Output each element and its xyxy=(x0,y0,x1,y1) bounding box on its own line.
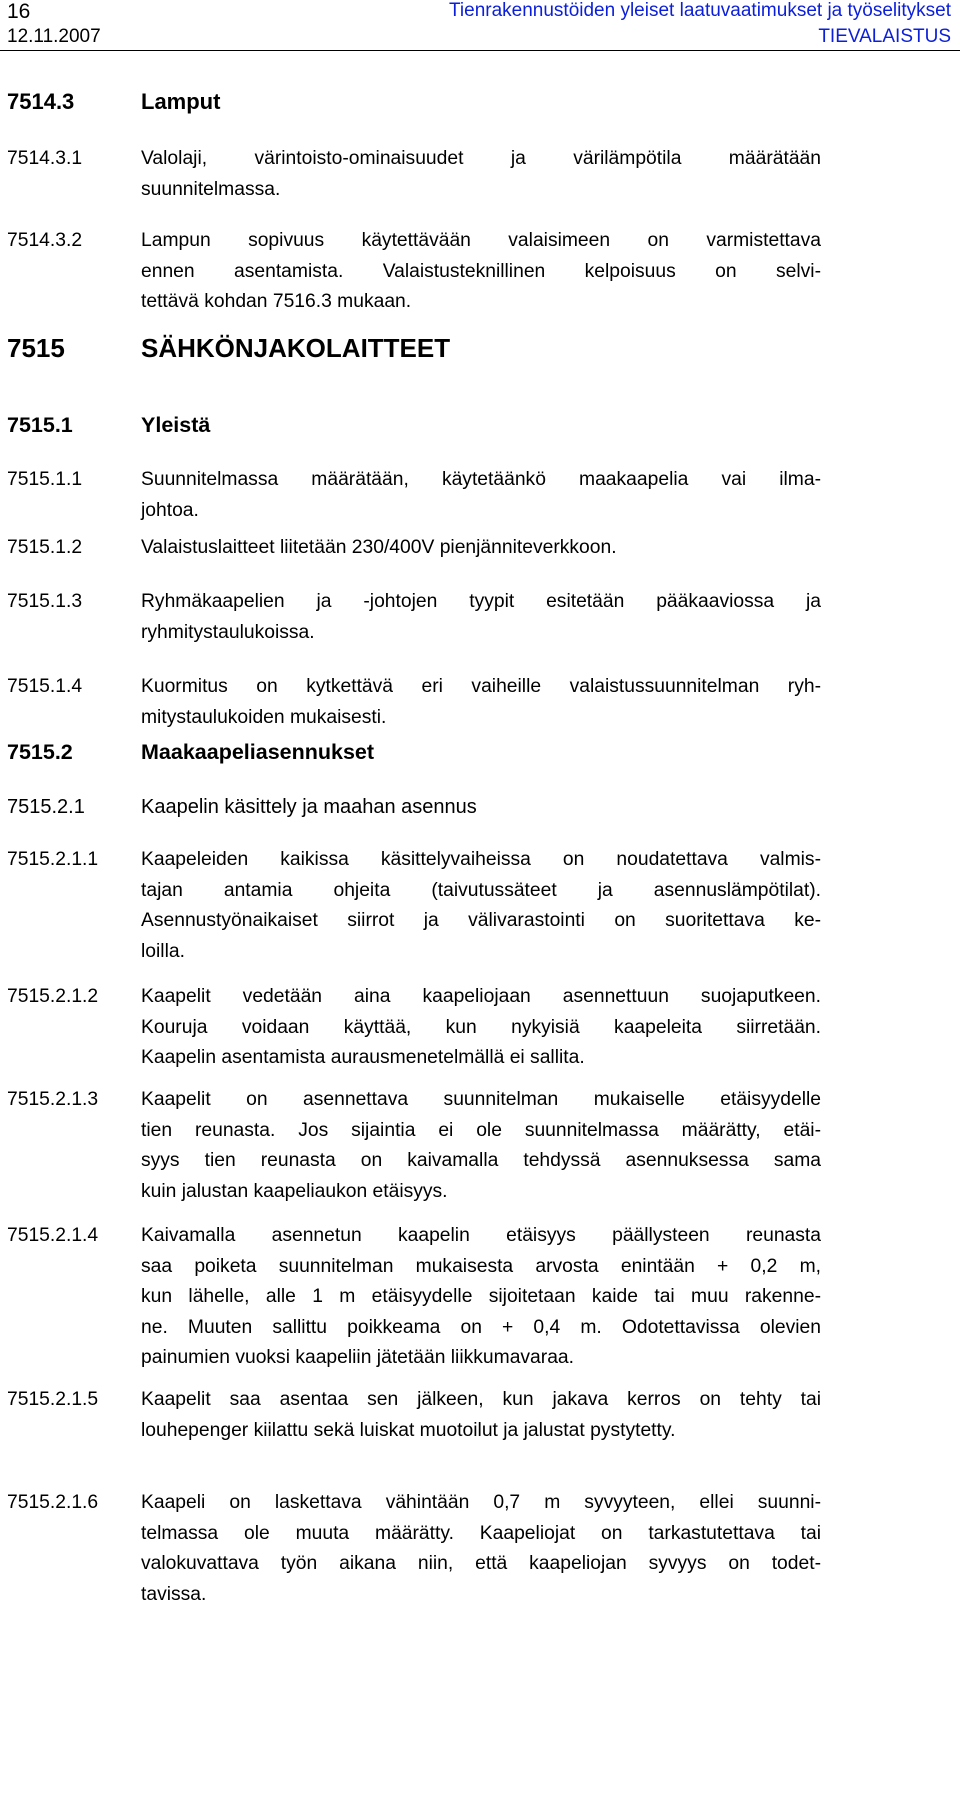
text-line: Asennustyönaikaiset siirrot ja välivarastointi on suoritettava ke- xyxy=(141,910,821,931)
text-line: SÄHKÖNJAKOLAITTEET xyxy=(141,333,451,363)
section-text xyxy=(141,1488,821,1610)
section-number: 7515.1 xyxy=(7,413,73,437)
text-line: syys tien reunasta on kaivamalla tehdyssä asennuksessa sama xyxy=(141,1150,821,1171)
section-heading xyxy=(141,411,821,439)
section-number: 7515.2.1.5 xyxy=(7,1389,99,1410)
section-text xyxy=(141,226,821,318)
text-line: ryhmitystaulukoissa. xyxy=(141,621,315,643)
section-number: 7515.2 xyxy=(7,740,73,764)
section-number: 7514.3.2 xyxy=(7,230,83,251)
header-divider xyxy=(0,50,960,51)
text-line: Kaapelit saa asentaa sen jälkeen, kun jakava kerros on tehty tai xyxy=(141,1389,821,1410)
section-number: 7515.2.1 xyxy=(7,796,85,818)
section-text xyxy=(141,1221,821,1374)
text-line: telmassa ole muuta määrätty. Kaapeliojat on tarkastutettava tai xyxy=(141,1522,821,1544)
text-line: johtoa. xyxy=(141,499,199,521)
section-number: 7514.3 xyxy=(7,89,75,114)
section-number: 7515.2.1.1 xyxy=(7,849,99,870)
text-line: loilla. xyxy=(141,940,185,962)
text-line: Ryhmäkaapelien ja -johtojen tyypit esitetään pääkaaviossa ja xyxy=(141,591,821,612)
text-line: tettävä kohdan 7516.3 mukaan. xyxy=(141,291,412,312)
text-line: tajan antamia ohjeita (taivutussäteet ja asennuslämpötilat). xyxy=(141,879,821,901)
section-text xyxy=(141,845,821,967)
section-heading xyxy=(141,793,821,821)
section-number: 7515.1.3 xyxy=(7,591,83,612)
section-name: TIEVALAISTUS xyxy=(818,26,951,47)
text-line: painumien vuoksi kaapeliin jätetään liikkumavaraa. xyxy=(141,1347,574,1368)
text-line: Kaapelit on asennettava suunnitelman mukaiselle etäisyydelle xyxy=(141,1089,821,1110)
section-text xyxy=(141,1085,821,1207)
section-text xyxy=(141,465,821,526)
section-number: 7515.2.1.4 xyxy=(7,1225,99,1246)
text-line: tien reunasta. Jos sijaintia ei ole suunnitelmassa määrätty, etäi- xyxy=(141,1119,821,1141)
section-heading xyxy=(141,333,821,363)
section-text xyxy=(141,533,821,564)
text-line: Lampun sopivuus käytettävään valaisimeen on varmistettava xyxy=(141,230,821,251)
text-line: Kouruja voidaan käyttää, kun nykyisiä kaapeleita siirretään. xyxy=(141,1016,821,1038)
text-line: louhepenger kiilattu sekä luiskat muotoilut ja jalustat pystytetty. xyxy=(141,1419,676,1441)
text-line: Valaistuslaitteet liitetään 230/400V pienjänniteverkkoon. xyxy=(141,537,617,558)
text-line: Yleistä xyxy=(141,413,211,437)
text-line: Kaapeleiden kaikissa käsittelyvaiheissa on noudatettava valmis- xyxy=(141,849,821,870)
section-number: 7515 xyxy=(7,333,65,363)
section-text xyxy=(141,1385,821,1446)
text-line: kun lähelle, alle 1 m etäisyydelle sijoitetaan kaide tai muu rakenne- xyxy=(141,1286,821,1307)
text-line: Kaapelin käsittely ja maahan asennus xyxy=(141,796,477,818)
section-number: 7515.1.2 xyxy=(7,537,83,558)
text-line: Suunnitelmassa määrätään, käytetäänkö maakaapelia vai ilma- xyxy=(141,469,821,490)
text-line: valokuvattava työn aikana niin, että kaapeliojan syvyys on todet- xyxy=(141,1553,821,1574)
text-line: Kaapelin asentamista aurausmenetelmällä ei sallita. xyxy=(141,1047,585,1068)
section-text xyxy=(141,672,821,733)
section-heading xyxy=(141,738,821,766)
text-line: Valolaji, värintoisto-ominaisuudet ja värilämpötila määrätään xyxy=(141,148,821,169)
text-line: Kaivamalla asennetun kaapelin etäisyys päällysteen reunasta xyxy=(141,1225,821,1246)
section-number: 7515.2.1.2 xyxy=(7,986,99,1007)
page-number: 16 xyxy=(7,0,31,23)
text-line: kuin jalustan kaapeliaukon etäisyys. xyxy=(141,1180,448,1202)
text-line: Lamput xyxy=(141,89,221,114)
text-line: saa poiketa suunnitelman mukaisesta arvosta enintään + 0,2 m, xyxy=(141,1255,821,1277)
text-line: Maakaapeliasennukset xyxy=(141,740,375,764)
section-number: 7514.3.1 xyxy=(7,148,83,169)
text-line: mitystaulukoiden mukaisesti. xyxy=(141,706,387,728)
document-title: Tienrakennustöiden yleiset laatuvaatimukset ja työselitykset xyxy=(449,0,951,21)
text-line: Kuormitus on kytkettävä eri vaiheille valaistussuunnitelman ryh- xyxy=(141,676,821,697)
section-number: 7515.2.1.6 xyxy=(7,1492,99,1513)
section-heading xyxy=(141,88,821,116)
text-line: tavissa. xyxy=(141,1583,207,1605)
section-number: 7515.2.1.3 xyxy=(7,1089,99,1110)
text-line: Kaapeli on laskettava vähintään 0,7 m syvyyteen, ellei suunni- xyxy=(141,1492,821,1513)
page-header xyxy=(0,0,960,48)
text-line: suunnitelmassa. xyxy=(141,178,281,200)
section-text xyxy=(141,587,821,648)
text-line: ne. Muuten sallittu poikkeama on + 0,4 m. Odotettavissa olevien xyxy=(141,1316,821,1338)
section-number: 7515.1.4 xyxy=(7,676,83,697)
document-date: 12.11.2007 xyxy=(7,26,101,47)
text-line: Kaapelit vedetään aina kaapeliojaan asennettuun suojaputkeen. xyxy=(141,986,821,1007)
section-text xyxy=(141,144,821,205)
text-line: ennen asentamista. Valaistusteknillinen kelpoisuus on selvi- xyxy=(141,260,821,282)
section-text xyxy=(141,982,821,1074)
section-number: 7515.1.1 xyxy=(7,469,83,490)
